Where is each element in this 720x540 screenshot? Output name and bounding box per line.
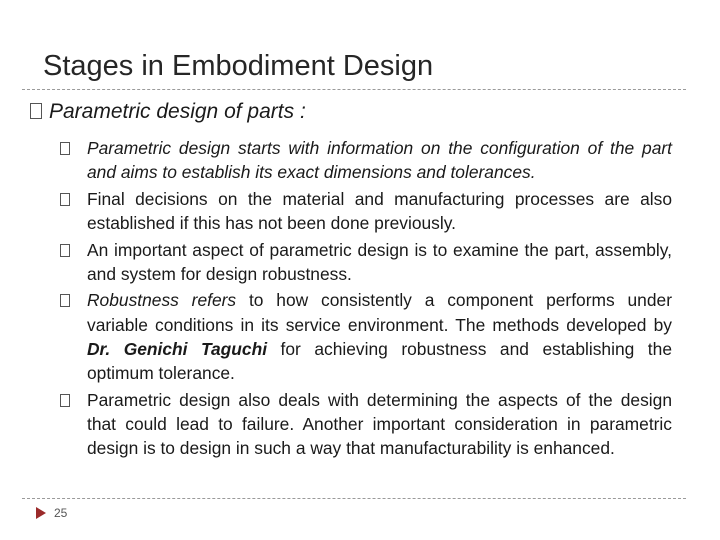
bullet-item — [60, 238, 672, 286]
bullet-item — [60, 187, 672, 235]
footer-divider — [22, 498, 686, 499]
checkbox-bullet-icon — [30, 103, 42, 119]
bullet-item — [60, 136, 672, 184]
heading-label: Parametric design of parts — [49, 100, 295, 123]
page-number: 25 — [54, 506, 68, 520]
bullet-list — [60, 136, 672, 463]
checkbox-bullet-icon — [60, 294, 70, 307]
bullet-text: for achieving robustness and establishing the optimum tolerance. — [87, 338, 672, 383]
bullet-strong: Dr. Genichi Taguchi — [87, 338, 268, 359]
bullet-emphasis: Robustness refers — [87, 290, 237, 311]
heading-suffix: : — [294, 100, 306, 123]
heading-bullet — [30, 100, 306, 124]
bullet-item — [60, 288, 672, 385]
bullet-item — [60, 388, 672, 461]
checkbox-bullet-icon — [60, 244, 70, 257]
bullet-text: An important aspect of parametric design is to examine the part, assembly, and system for design robustness. — [87, 239, 672, 284]
title-divider — [22, 89, 686, 90]
bullet-text: Final decisions on the material and manufacturing processes are also established if this has not been done previously. — [87, 188, 672, 233]
checkbox-bullet-icon — [60, 193, 70, 206]
bullet-text: Parametric design also deals with determining the aspects of the design that could lead to failure. Another important consideration in parametric design is to design in such a way that manufacturability is enhanced. — [87, 389, 672, 458]
checkbox-bullet-icon — [60, 394, 70, 407]
slide-title: Stages in Embodiment Design — [43, 50, 434, 82]
bullet-text: Parametric design starts with information on the configuration of the part and aims to establish its exact dimensions and tolerances. — [87, 138, 672, 183]
page-marker-icon — [36, 507, 46, 519]
bullet-text: to how consistently a component performs under variable conditions in its service environment. The methods developed by — [87, 290, 672, 335]
checkbox-bullet-icon — [60, 142, 70, 155]
